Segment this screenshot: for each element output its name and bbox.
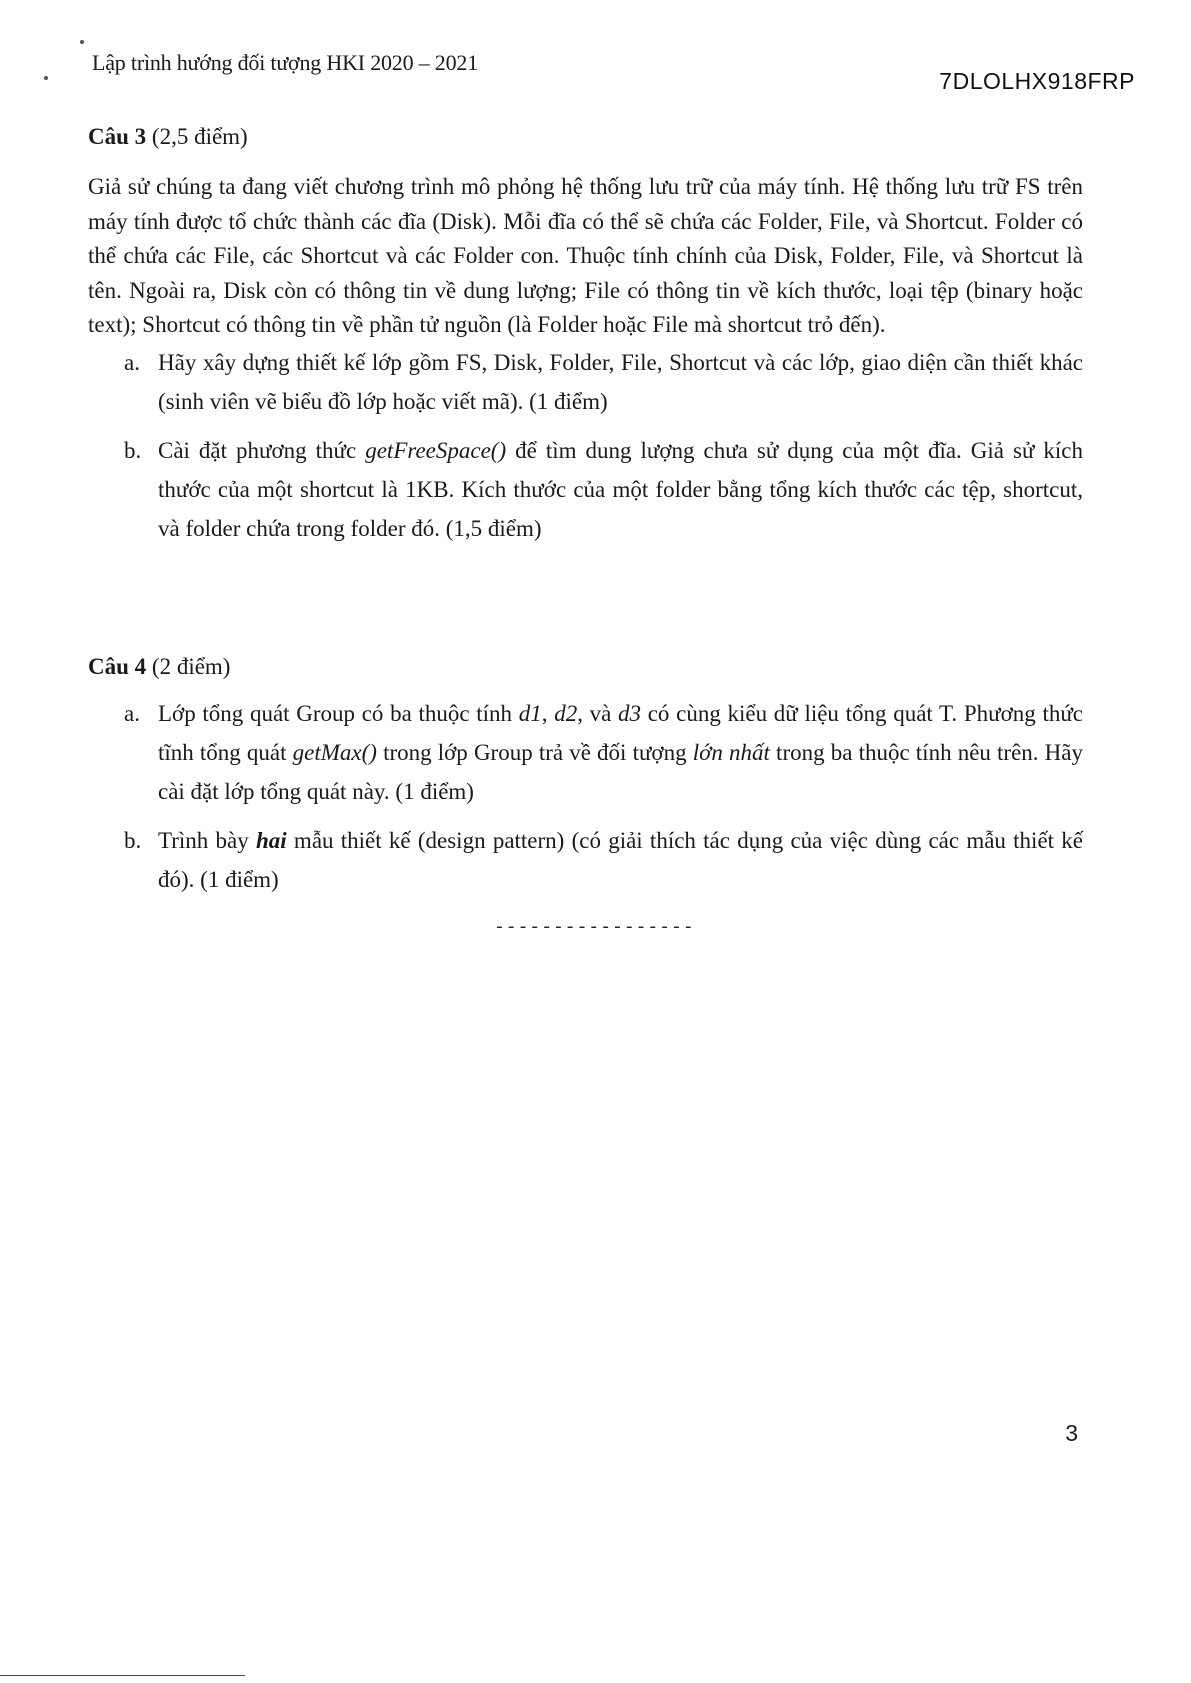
question-4-item-b xyxy=(88,821,1083,899)
method-name: getFreeSpace() xyxy=(365,437,507,463)
item-text-part: , và xyxy=(577,701,619,726)
item-marker: a. xyxy=(124,349,140,375)
item-marker: b. xyxy=(124,437,142,463)
question-4 xyxy=(88,654,1083,899)
question-3-item-b xyxy=(88,431,1083,548)
item-text-part: Trình bày xyxy=(158,828,256,853)
question-4-items xyxy=(88,694,1083,899)
attribute-d2: d2 xyxy=(554,701,578,726)
item-text-part: có cùng kiểu dữ liệu tổng quát T. Phương thức tĩnh tổng quát xyxy=(158,701,1084,765)
emphasis-text: lớn nhất xyxy=(692,740,770,765)
method-name: getMax() xyxy=(292,740,377,765)
question-3-points: (2,5 điểm) xyxy=(151,124,248,149)
question-3 xyxy=(88,124,1083,548)
item-text-part: , xyxy=(541,701,555,726)
footer-rule xyxy=(0,1675,245,1676)
question-4-item-a xyxy=(88,694,1083,811)
item-text-part: trong lớp Group trả về đối tượng xyxy=(376,740,693,765)
question-3-label: Câu 3 xyxy=(88,124,147,149)
emphasis-text: hai xyxy=(256,828,287,853)
item-marker: b. xyxy=(124,828,142,853)
item-marker: a. xyxy=(124,701,140,726)
course-header: Lập trình hướng đối tượng HKI 2020 – 2021 xyxy=(92,50,478,75)
question-3-intro: Giả sử chúng ta đang viết chương trình mô phỏng hệ thống lưu trữ của máy tính. Hệ thống lưu trữ FS trên máy tính được tổ chức thành các đĩa (Disk). Mỗi đĩa có thể sẽ chứa các Folder, File, và Shortcut. Folder có thể chứa các File, các Shortcut và các Folder con. Thuộc tính chính của Disk, Folder, File, và Shortcut là tên. Ngoài ra, Disk còn có thông tin về dung lượng; File có thông tin về kích thước, loại tệp (binary hoặc text); Shortcut có thông tin về phần tử nguồn (là Folder hoặc File mà shortcut trỏ đến). xyxy=(88,174,1083,338)
section-divider: ----------------- xyxy=(494,918,695,938)
question-3-heading xyxy=(88,124,1083,150)
question-3-items xyxy=(88,343,1083,548)
question-4-heading xyxy=(88,654,1083,680)
item-text-part: để tìm dung lượng chưa sử dụng của một đĩa. Giả sử kích thước của một shortcut là 1KB. Kích thước của một folder bằng tổng kích thước các tệp, shortcut, và folder chứa trong folder đó. (1,5 điểm) xyxy=(158,437,1084,541)
scan-speck xyxy=(80,40,84,44)
item-text-part: trong ba thuộc tính nêu trên. Hãy cài đặt lớp tổng quát này. (1 điểm) xyxy=(158,740,1083,804)
item-text-part: mẫu thiết kế (design pattern) (có giải thích tác dụng của việc dùng các mẫu thiết kế đó). (1 điểm) xyxy=(158,828,1083,892)
item-text: Hãy xây dựng thiết kế lớp gồm FS, Disk, Folder, File, Shortcut và các lớp, giao diện cần thiết khác (sinh viên vẽ biểu đồ lớp hoặc viết mã). (1 điểm) xyxy=(158,349,1083,414)
question-3-item-a xyxy=(88,343,1083,421)
document-code: 7DLOLHX918FRP xyxy=(939,68,1135,94)
scan-speck xyxy=(44,76,48,80)
item-text-part: Cài đặt phương thức xyxy=(158,437,366,463)
question-4-label: Câu 4 xyxy=(88,654,147,679)
question-4-points: (2 điểm) xyxy=(151,654,231,679)
page-number: 3 xyxy=(1065,1420,1078,1446)
attribute-d1: d1 xyxy=(518,701,542,726)
item-text-part: Lớp tổng quát Group có ba thuộc tính xyxy=(158,701,519,726)
attribute-d3: d3 xyxy=(618,701,642,726)
